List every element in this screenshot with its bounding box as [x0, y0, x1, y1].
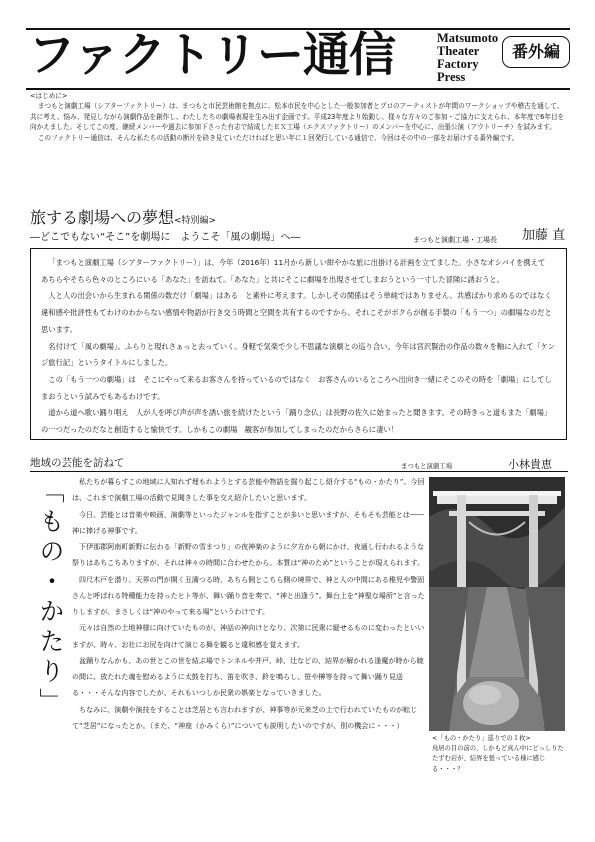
- masthead-english: [437, 32, 498, 84]
- intro-paragraph: まつもと演劇工場（シアターファクトリー）は、まつもと市民芸術館を拠点に、松本市民を中心とした一般参加者とプロのアーティストが年間のワークショップや稽古を通して、共に考え、悩み、発見しながら演劇作品を創作し、わたしたちの劇場表現を生み出す企画です。平成23年度より始動し、様々な方々のご参加・ご協力に支えられ、本年度で6年目を向かえました。そしてこの度、継続メンバーや過去に参加下さった有志で結成したＥＸ工場（エクスファクトリー）のメンバーを中心に、出張公演（アウトリーチ）を試みます。: [30, 102, 565, 132]
- section2-paragraph: ちなみに、演劇や演技をすることは芝居とも言われますが、神事等が元来芝の上で行われていたものが転じて“芝居”になったとか。（また、“神座（かみくら）”についても説明したいのですが、別の機会に・・・）: [72, 704, 418, 730]
- section1-paragraph: 名付けて「風の劇場」。ふらりと現れさぁっと去っていく。身軽で気楽で少し不思議な演劇との巡り合い。今年は宮沢賢治の作品の数々を軸に入れて「ケンジ旅行記」というタイトルにしました。: [41, 341, 555, 368]
- masthead: [28, 30, 568, 88]
- section1-title: [30, 208, 216, 231]
- shrine-torii-image: [429, 477, 565, 731]
- section1-paragraph: 道から道へ歌い踊り唱え 人が人を呼び声が声を誘い旅を続けたという「踊り念仏」は長野の佐久に始まったと聞きます。その時きっと道もまた「劇場」の一つだったのだなと創造すると愉快です。しかもこの劇場 観客が参加してしまったのだからさらに凄い！: [41, 408, 552, 435]
- section1-subtitle-row: [30, 228, 570, 247]
- masthead-english-line: Press: [437, 70, 466, 84]
- masthead-title: ファクトリー通信: [28, 28, 396, 83]
- section2-paragraph: 盆踊りなんかも、あの世とこの世を結ぶ場でトンネルや井戸、峠、辻などの、結界が解かれる逢魔が時から暁の間に、放たれた魂を慰めるように太鼓を打ち、笛を吹き、鈴を鳴らし、笹や榊等を持って舞い踊り見送る・・・そんな内容でしたが、それもいつしか民衆の娯楽となっていきました。: [72, 655, 424, 698]
- section2-title: 地域の芸能を訪ねて: [30, 457, 125, 469]
- section1-paragraph: この「もう一つの劇場」は そこにやって来るお客さんを持っているのではなく お客さんのいるところへ出向き一緒にそこのその時を「劇場」にしてしまおうという試みでもあるわけです。: [41, 374, 552, 401]
- section1-title-text: 旅する劇場への夢想: [30, 208, 175, 227]
- section2-paragraph: 下伊那郡阿南町新野に伝わる「新野の雪まつり」の夜神楽のように夕方から朝にかけ、夜通し行われるような祭りはあちこちありますが、それは神々の時間に合わせたから。本質は“神のため”ということが現えられます。: [72, 542, 425, 568]
- section1-title-tag: <特別編>: [174, 216, 217, 226]
- section2-body: [72, 474, 425, 812]
- photo-caption-text: 鳥居の目の前の、しかもど真ん中にどっしりたたずむ岩が、結界を張っている様に感じる・・・？: [432, 745, 564, 773]
- masthead-bottom-rule: [26, 88, 570, 90]
- photo-caption: [432, 734, 566, 775]
- section1-body: [30, 248, 567, 440]
- section2-author-affiliation: まつもと演劇工場: [401, 462, 453, 470]
- section1-paragraph: 人と人の出会いから生まれる関係の数だけ「劇場」はある と素朴に考えます。しかしその関係はそう単純ではありません。共感ばかり求めるのではなく 違和感や批評性もてわけのわからない感情や物語が行き交う時間と空間を共有するのですから。それこそがボクらが創る手製の「もう一つ」の劇場なのだと思います。: [41, 291, 559, 334]
- masthead-english-line: Matsumoto: [437, 31, 499, 45]
- vertical-title: 「もの・かたり」: [36, 478, 65, 718]
- edition-badge: 番外編: [502, 36, 570, 68]
- intro: [30, 91, 565, 143]
- section1-subtitle: ―どこでもない“そこ”を劇場に ようこそ「風の劇場」へ―: [30, 232, 301, 243]
- photo-caption-title: <「もの・かたり」巡りでの１枚>: [432, 735, 531, 742]
- shrine-photo: [429, 477, 565, 731]
- masthead-english-line: Factory: [437, 57, 479, 71]
- intro-heading: <はじめに>: [30, 92, 68, 100]
- section2-paragraph: 今日、芸能とは音楽や映画、演劇等といったジャンルを指すことが多いと思いますが、そもそも芸能とは――神に捧げる神事です。: [72, 509, 425, 535]
- section2-paragraph: 元々は自然の土地神様に向けていたものが、神話の神向けとなり、次第に民衆に縦せるものに変わったといいますが、時々、お社にお尻を向けて演じる舞を観ると違和感を覚えます。: [72, 623, 425, 649]
- section2-header: [30, 457, 568, 472]
- section2-paragraph: 私たちが暮らすこの地域に人知れず埋もれようとする芸能や物語を掘り起こし紹介する“もの・かたり”。今回は、これまで演劇工場の活動で見聞きした事を交え紹介したいと思います。: [72, 477, 425, 503]
- section2-author-name: 小林貴恵: [508, 458, 552, 471]
- intro-paragraph: このファクトリー通信は、そんな私たちの活動の断片を砕き見ていただければと思い年に１回発行している通信で、今回はその中の一部をお届けする番外編です。: [37, 133, 519, 142]
- section1-author-name: 加藤 直: [522, 228, 566, 243]
- masthead-english-line: Theater: [437, 44, 480, 58]
- section2-paragraph: 四尺木戸を潜り、天界の門が開く丑満つる時、あちら側とこちら側の境界で、神と人の中間にある稚児や警固さんと呼ばれる特種能力を持ったヒト等が、舞い踊り音を奏で、“神と出逢う”。舞台上を“神聖な場所”と言ったりしますが、まさしくは“神のやって来る場”というわけです。: [72, 574, 425, 616]
- section1-paragraph: 「まつもと演劇工場（シアターファクトリー）」は、今年（2016年）11月から新しい紺やかな旅に出掛ける計画を立てました。小さなオシバイを携えて あちらやそちら色々のところにいる「あなた」を訪ねて。「あなた」と共にそこに劇場を出現させてしまおうという一寸した冒険に誘おうと。: [41, 258, 553, 284]
- section1-author-affiliation: まつもと演劇工場・工場長: [413, 236, 497, 244]
- vertical-title-box: [34, 478, 66, 718]
